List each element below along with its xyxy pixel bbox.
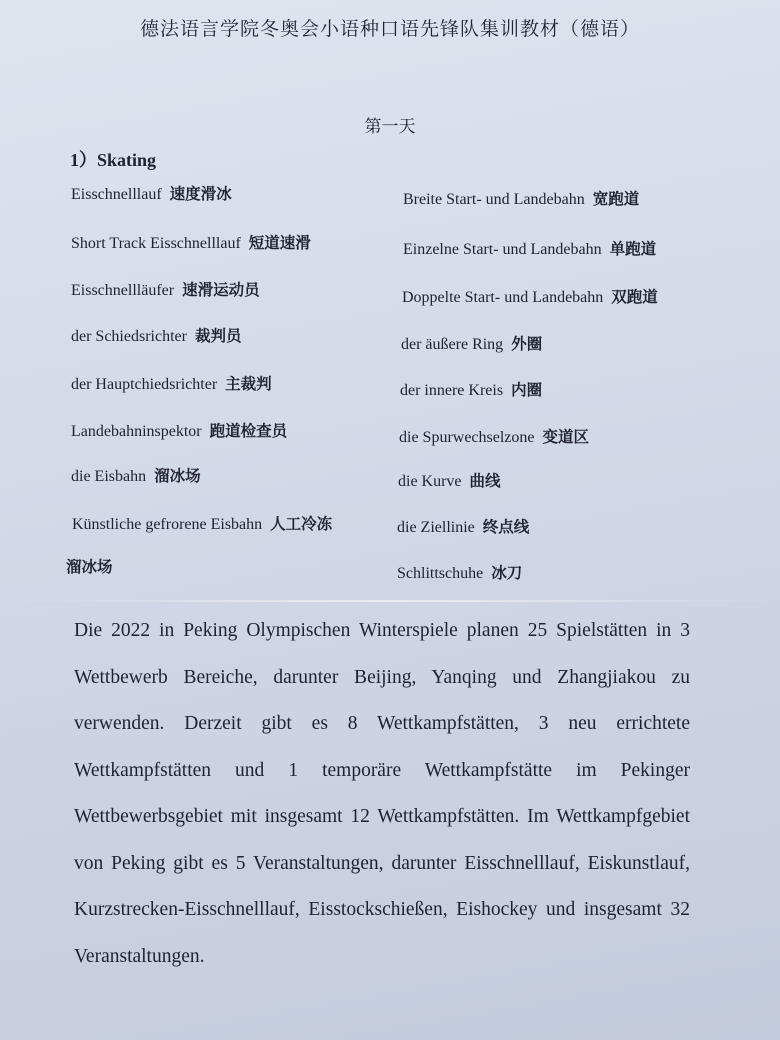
vocab-item bbox=[398, 469, 501, 491]
vocab-chinese: 裁判员 bbox=[194, 327, 242, 345]
body-paragraph: Die 2022 in Peking Olympischen Winterspiele planen 25 Spielstätten in 3 Wettbewerb Bereiche, darunter Beijing, Yanqing und Zhangjiakou zu verwenden. Derzeit gibt es 8 Wettkampfstätten, 3 neu errichtete Wettkampfstätten und 1 temporäre Wettkampfstätte im Pekinger Wettbewerbsgebiet mit insgesamt 12 Wettkampfstätten. Im Wettkampfgebiet von Peking gibt es 5 Veranstaltungen, darunter Eisschnelllauf, Eiskunstlauf, Kurzstrecken-Eisschnelllauf, Eisstockschießen, Eishockey und insgesamt 32 Veranstaltungen. bbox=[74, 620, 690, 967]
vocab-chinese: 宽跑道 bbox=[592, 190, 640, 208]
vocab-item bbox=[71, 231, 311, 253]
vocab-german: der innere Kreis bbox=[400, 382, 504, 399]
vocab-item bbox=[403, 187, 639, 209]
vocab-german: Eisschnelllauf bbox=[71, 186, 162, 203]
vocab-item bbox=[397, 561, 522, 583]
vocab-german: Einzelne Start- und Landebahn bbox=[403, 241, 602, 258]
vocab-german: der Hauptchiedsrichter bbox=[71, 376, 218, 393]
vocab-item bbox=[71, 464, 201, 486]
document-title: 德法语言学院冬奥会小语种口语先锋队集训教材（德语） bbox=[139, 18, 640, 40]
day-heading: 第一天 bbox=[364, 117, 416, 137]
vocab-chinese: 速度滑冰 bbox=[169, 185, 232, 203]
vocab-item bbox=[402, 285, 658, 307]
vocab-chinese: 双跑道 bbox=[611, 288, 658, 306]
vocab-german: Short Track Eisschnelllauf bbox=[71, 235, 241, 252]
vocab-item bbox=[71, 419, 287, 441]
vocab-chinese: 主裁判 bbox=[225, 375, 272, 393]
vocab-german: Landebahninspektor bbox=[71, 423, 202, 440]
vocab-item bbox=[71, 278, 260, 300]
vocab-german: Doppelte Start- und Landebahn bbox=[402, 289, 604, 306]
vocab-item bbox=[66, 555, 113, 577]
vocab-item bbox=[400, 378, 542, 400]
vocab-item bbox=[397, 515, 529, 537]
vocab-german: die Kurve bbox=[398, 473, 462, 490]
vocab-chinese: 溜冰场 bbox=[154, 467, 201, 485]
vocab-chinese: 人工冷冻 bbox=[270, 515, 333, 533]
vocab-chinese: 内圈 bbox=[511, 381, 543, 399]
vocab-chinese: 外圈 bbox=[511, 335, 543, 353]
vocab-chinese: 冰刀 bbox=[491, 564, 523, 582]
vocab-chinese: 变道区 bbox=[542, 428, 590, 446]
vocab-item bbox=[399, 425, 589, 447]
vocab-german: Breite Start- und Landebahn bbox=[403, 191, 585, 208]
section-heading: 1）Skating bbox=[70, 150, 157, 170]
vocab-chinese: 跑道检查员 bbox=[209, 422, 288, 440]
vocab-german: die Eisbahn bbox=[71, 468, 147, 485]
vocab-german: die Spurwechselzone bbox=[399, 429, 535, 446]
vocab-item bbox=[401, 332, 542, 354]
paper-fold bbox=[0, 600, 780, 602]
vocab-item bbox=[71, 372, 272, 394]
vocab-chinese: 溜冰场 bbox=[66, 558, 113, 576]
vocab-german: die Ziellinie bbox=[397, 519, 475, 536]
vocab-chinese: 单跑道 bbox=[609, 240, 657, 258]
vocab-chinese: 速滑运动员 bbox=[182, 281, 260, 299]
vocab-german: der Schiedsrichter bbox=[71, 328, 187, 345]
vocab-german: Schlittschuhe bbox=[397, 565, 484, 582]
vocab-german: der äußere Ring bbox=[401, 336, 504, 353]
vocab-chinese: 短道速滑 bbox=[248, 234, 311, 252]
vocab-chinese: 曲线 bbox=[469, 472, 501, 490]
vocab-item bbox=[72, 512, 332, 534]
vocab-german: Künstliche gefrorene Eisbahn bbox=[72, 516, 263, 533]
vocab-item bbox=[71, 182, 232, 204]
vocab-chinese: 终点线 bbox=[482, 518, 530, 536]
vocab-item bbox=[403, 237, 656, 259]
vocab-german: Eisschnellläufer bbox=[71, 282, 175, 299]
vocab-item bbox=[71, 324, 241, 346]
